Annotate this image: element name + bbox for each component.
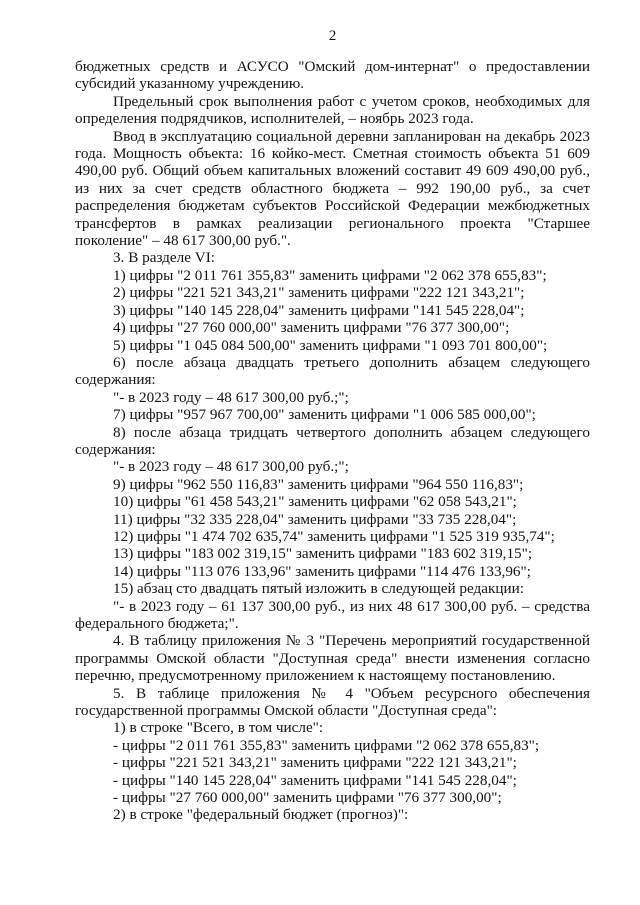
paragraph-deadline: Предельный срок выполнения работ с учетом сроков, необходимых для определения подрядчиков, исполнителей, – ноябрь 2023 года. <box>75 92 590 128</box>
section-3-item: 14) цифры "113 076 133,96" заменить цифрами "114 476 133,96"; <box>113 562 531 580</box>
paragraph-continued: бюджетных средств и АСУСО "Омский дом-интернат" о предоставлении субсидий указанному учреждению. <box>75 58 590 93</box>
paragraph-commissioning: Ввод в эксплуатацию социальной деревни запланирован на декабрь 2023 года. Мощность объекта: 16 койко-мест. Сметная стоимость объекта 51 609 490,00 руб. Общий объем капитальных вложений составит 49 609 490,00 руб., из них за счет средств областного бюджета – 992 190,00 руб., за счет распределения бюджетам субъектов Российской Федерации межбюджетных трансфертов в рамках реализации регионального проекта "Старшее поколение" – 48 617 300,00 руб.". <box>75 127 590 250</box>
section-3-item: 4) цифры "27 760 000,00" заменить цифрами "76 377 300,00"; <box>113 319 510 337</box>
section-3-item: 8) после абзаца тридцать четвертого дополнить абзацем следующего содержания: <box>75 423 590 458</box>
section-3-item: 10) цифры "61 458 543,21" заменить цифрами "62 058 543,21"; <box>113 493 517 511</box>
document-body <box>75 58 590 824</box>
section-3-item: 6) после абзаца двадцать третьего дополнить абзацем следующего содержания: <box>75 353 590 389</box>
section-3-item: 1) цифры "2 011 761 355,83" заменить цифрами "2 062 378 655,83"; <box>113 266 547 284</box>
section-3-item: 15) абзац сто двадцать пятый изложить в следующей редакции: <box>113 580 524 598</box>
section-3-item: 7) цифры "957 967 700,00" заменить цифрами "1 006 585 000,00"; <box>113 406 536 424</box>
section-5-heading: 5. В таблице приложения № 4 "Объем ресурсного обеспечения государственной программы Омской области "Доступная среда": <box>75 684 590 720</box>
section-5-item: - цифры "221 521 343,21" заменить цифрами "222 121 343,21"; <box>113 754 517 772</box>
section-3-item: 12) цифры "1 474 702 635,74" заменить цифрами "1 525 319 935,74"; <box>113 527 555 545</box>
section-5-item: 1) в строке "Всего, в том числе": <box>113 719 324 737</box>
section-3-item: 5) цифры "1 045 084 500,00" заменить цифрами "1 093 701 800,00"; <box>113 336 548 354</box>
section-3-item: 9) цифры "962 550 116,83" заменить цифрами "964 550 116,83"; <box>113 475 524 493</box>
section-5-item: - цифры "27 760 000,00" заменить цифрами "76 377 300,00"; <box>113 789 502 807</box>
section-3-item: "- в 2023 году – 61 137 300,00 руб., из них 48 617 300,00 руб. – средства федерального бюджета;". <box>75 597 590 632</box>
section-5-item: 2) в строке "федеральный бюджет (прогноз)": <box>113 806 409 824</box>
section-3-item: 2) цифры "221 521 343,21" заменить цифрами "222 121 343,21"; <box>113 284 525 302</box>
section-3-item: "- в 2023 году – 48 617 300,00 руб.;"; <box>113 458 349 476</box>
section-5-item: - цифры "140 145 228,04" заменить цифрами "141 545 228,04"; <box>113 771 517 789</box>
section-3-item: 3) цифры "140 145 228,04" заменить цифрами "141 545 228,04"; <box>113 301 525 319</box>
page-number: 2 <box>328 27 337 44</box>
section-3-item: 11) цифры "32 335 228,04" заменить цифрами "33 735 228,04"; <box>113 510 517 528</box>
section-3-item: "- в 2023 году – 48 617 300,00 руб.;"; <box>113 388 349 406</box>
section-3-item: 13) цифры "183 002 319,15" заменить цифрами "183 602 319,15"; <box>113 545 533 563</box>
section-3-heading: 3. В разделе VI: <box>113 249 216 267</box>
section-5-item: - цифры "2 011 761 355,83" заменить цифрами "2 062 378 655,83"; <box>113 736 540 754</box>
section-4-paragraph: 4. В таблицу приложения № 3 "Перечень мероприятий государственной программы Омской области "Доступная среда" внести изменения согласно перечню, предусмотренному приложением к настоящему постановлению. <box>75 632 590 685</box>
